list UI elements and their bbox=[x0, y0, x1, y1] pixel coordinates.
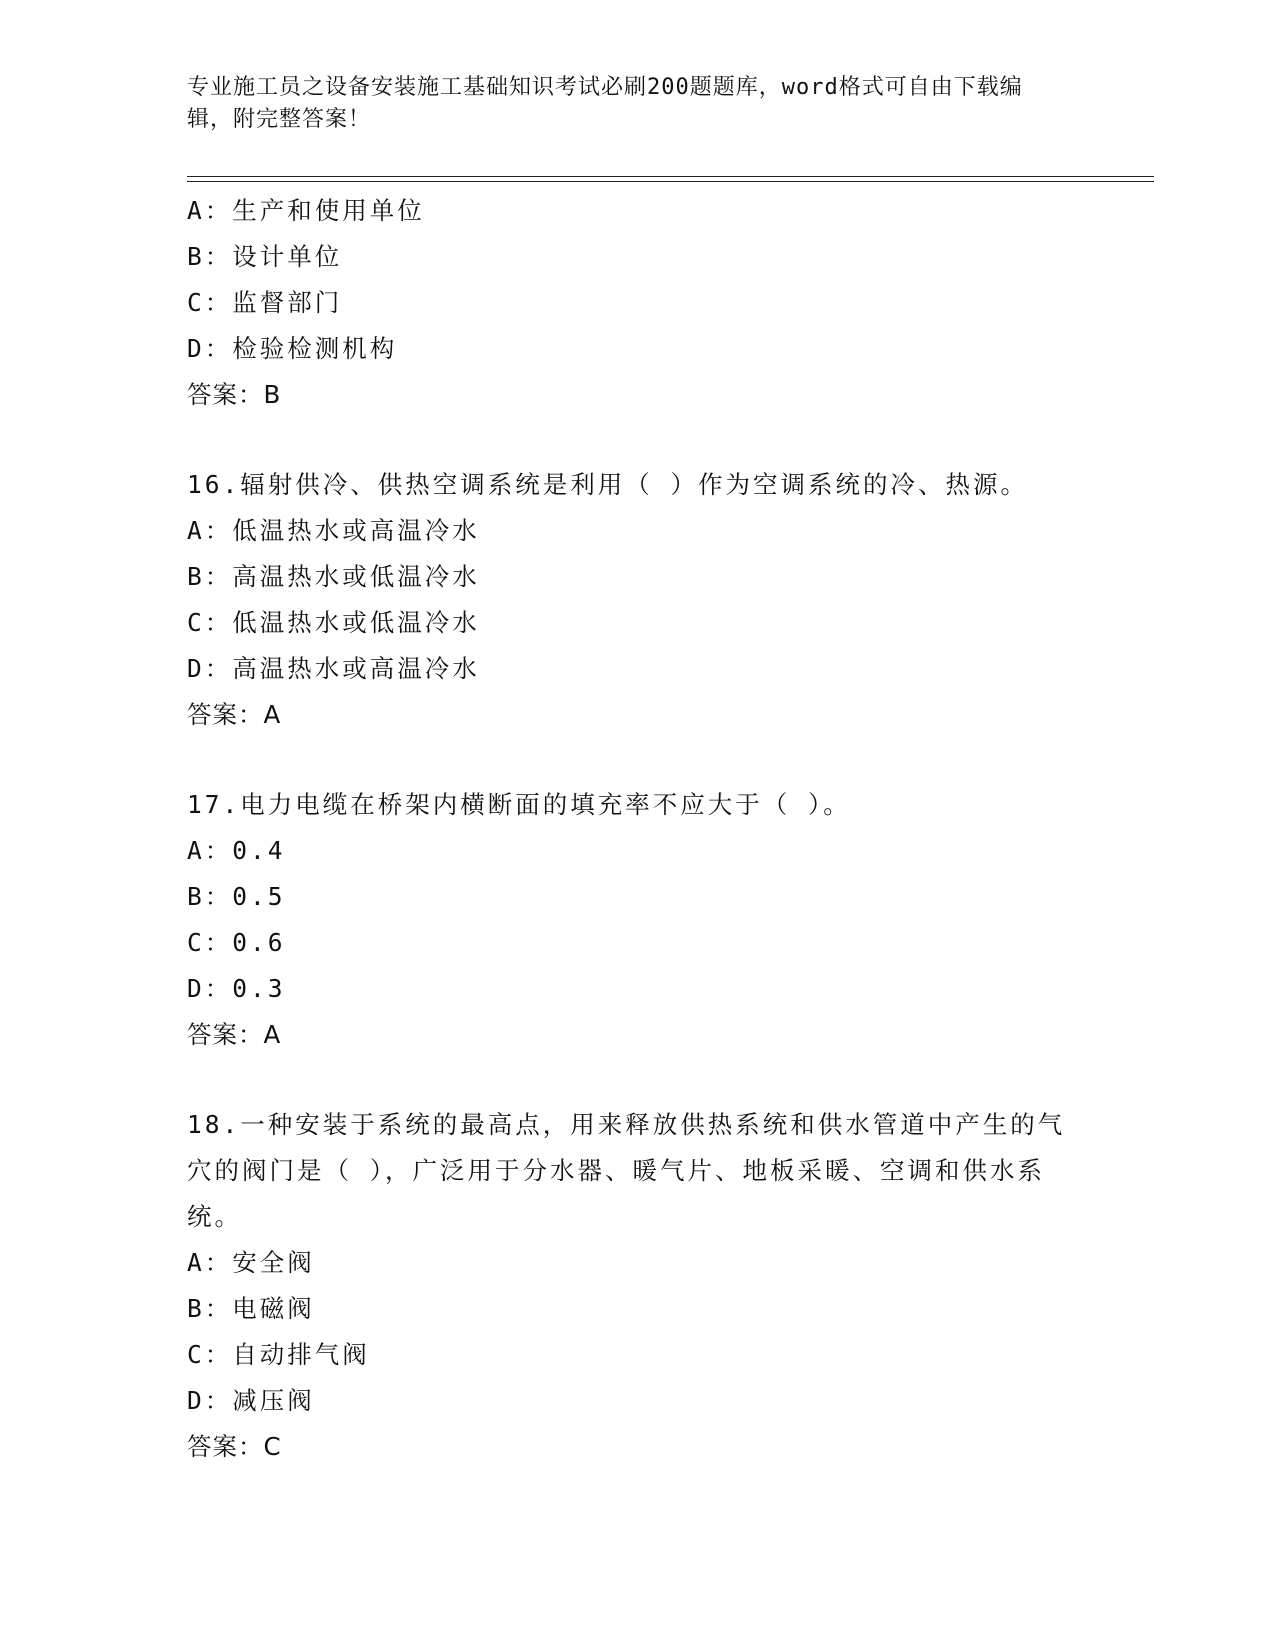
option-d: D：高温热水或高温冷水 bbox=[187, 654, 480, 683]
header-divider-top bbox=[187, 176, 1154, 177]
option-b: B：0.5 bbox=[187, 882, 286, 911]
question-stem: 17.电力电缆在桥架内横断面的填充率不应大于（ ）。 bbox=[187, 790, 851, 819]
question-stem: 16.辐射供冷、供热空调系统是利用（ ）作为空调系统的冷、热源。 bbox=[187, 470, 1028, 499]
option-b: B：高温热水或低温冷水 bbox=[187, 562, 480, 591]
option-a: A：生产和使用单位 bbox=[187, 196, 425, 225]
option-a: A：安全阀 bbox=[187, 1248, 315, 1277]
question-16 bbox=[187, 462, 1087, 738]
option-c: C：0.6 bbox=[187, 928, 286, 957]
option-c: C：监督部门 bbox=[187, 288, 343, 317]
option-a: A：0.4 bbox=[187, 836, 286, 865]
option-a: A：低温热水或高温冷水 bbox=[187, 516, 480, 545]
spacer bbox=[187, 1058, 1087, 1102]
header-title: 专业施工员之设备安装施工基础知识考试必刷200题题库，word格式可自由下载编辑，附完整答案！ bbox=[187, 75, 1023, 132]
option-c: C：自动排气阀 bbox=[187, 1340, 370, 1369]
answer-line: 答案：A bbox=[187, 1020, 282, 1049]
question-list bbox=[187, 188, 1087, 1470]
option-d: D：减压阀 bbox=[187, 1386, 315, 1415]
answer-line: 答案：B bbox=[187, 380, 282, 409]
option-d: D：检验检测机构 bbox=[187, 334, 398, 363]
question-stem: 18.一种安装于系统的最高点，用来释放供热系统和供水管道中产生的气穴的阀门是（ ），广泛用于分水器、暖气片、地板采暖、空调和供水系统。 bbox=[187, 1110, 1066, 1231]
header-divider-bottom bbox=[187, 181, 1154, 182]
question-18 bbox=[187, 1102, 1087, 1470]
document-header bbox=[187, 72, 1067, 136]
option-b: B：电磁阀 bbox=[187, 1294, 315, 1323]
option-d: D：0.3 bbox=[187, 974, 286, 1003]
answer-line: 答案：A bbox=[187, 700, 282, 729]
question-15 bbox=[187, 188, 1087, 418]
spacer bbox=[187, 418, 1087, 462]
question-17 bbox=[187, 782, 1087, 1058]
answer-line: 答案：C bbox=[187, 1432, 282, 1461]
option-b: B：设计单位 bbox=[187, 242, 343, 271]
option-c: C：低温热水或低温冷水 bbox=[187, 608, 480, 637]
spacer bbox=[187, 738, 1087, 782]
